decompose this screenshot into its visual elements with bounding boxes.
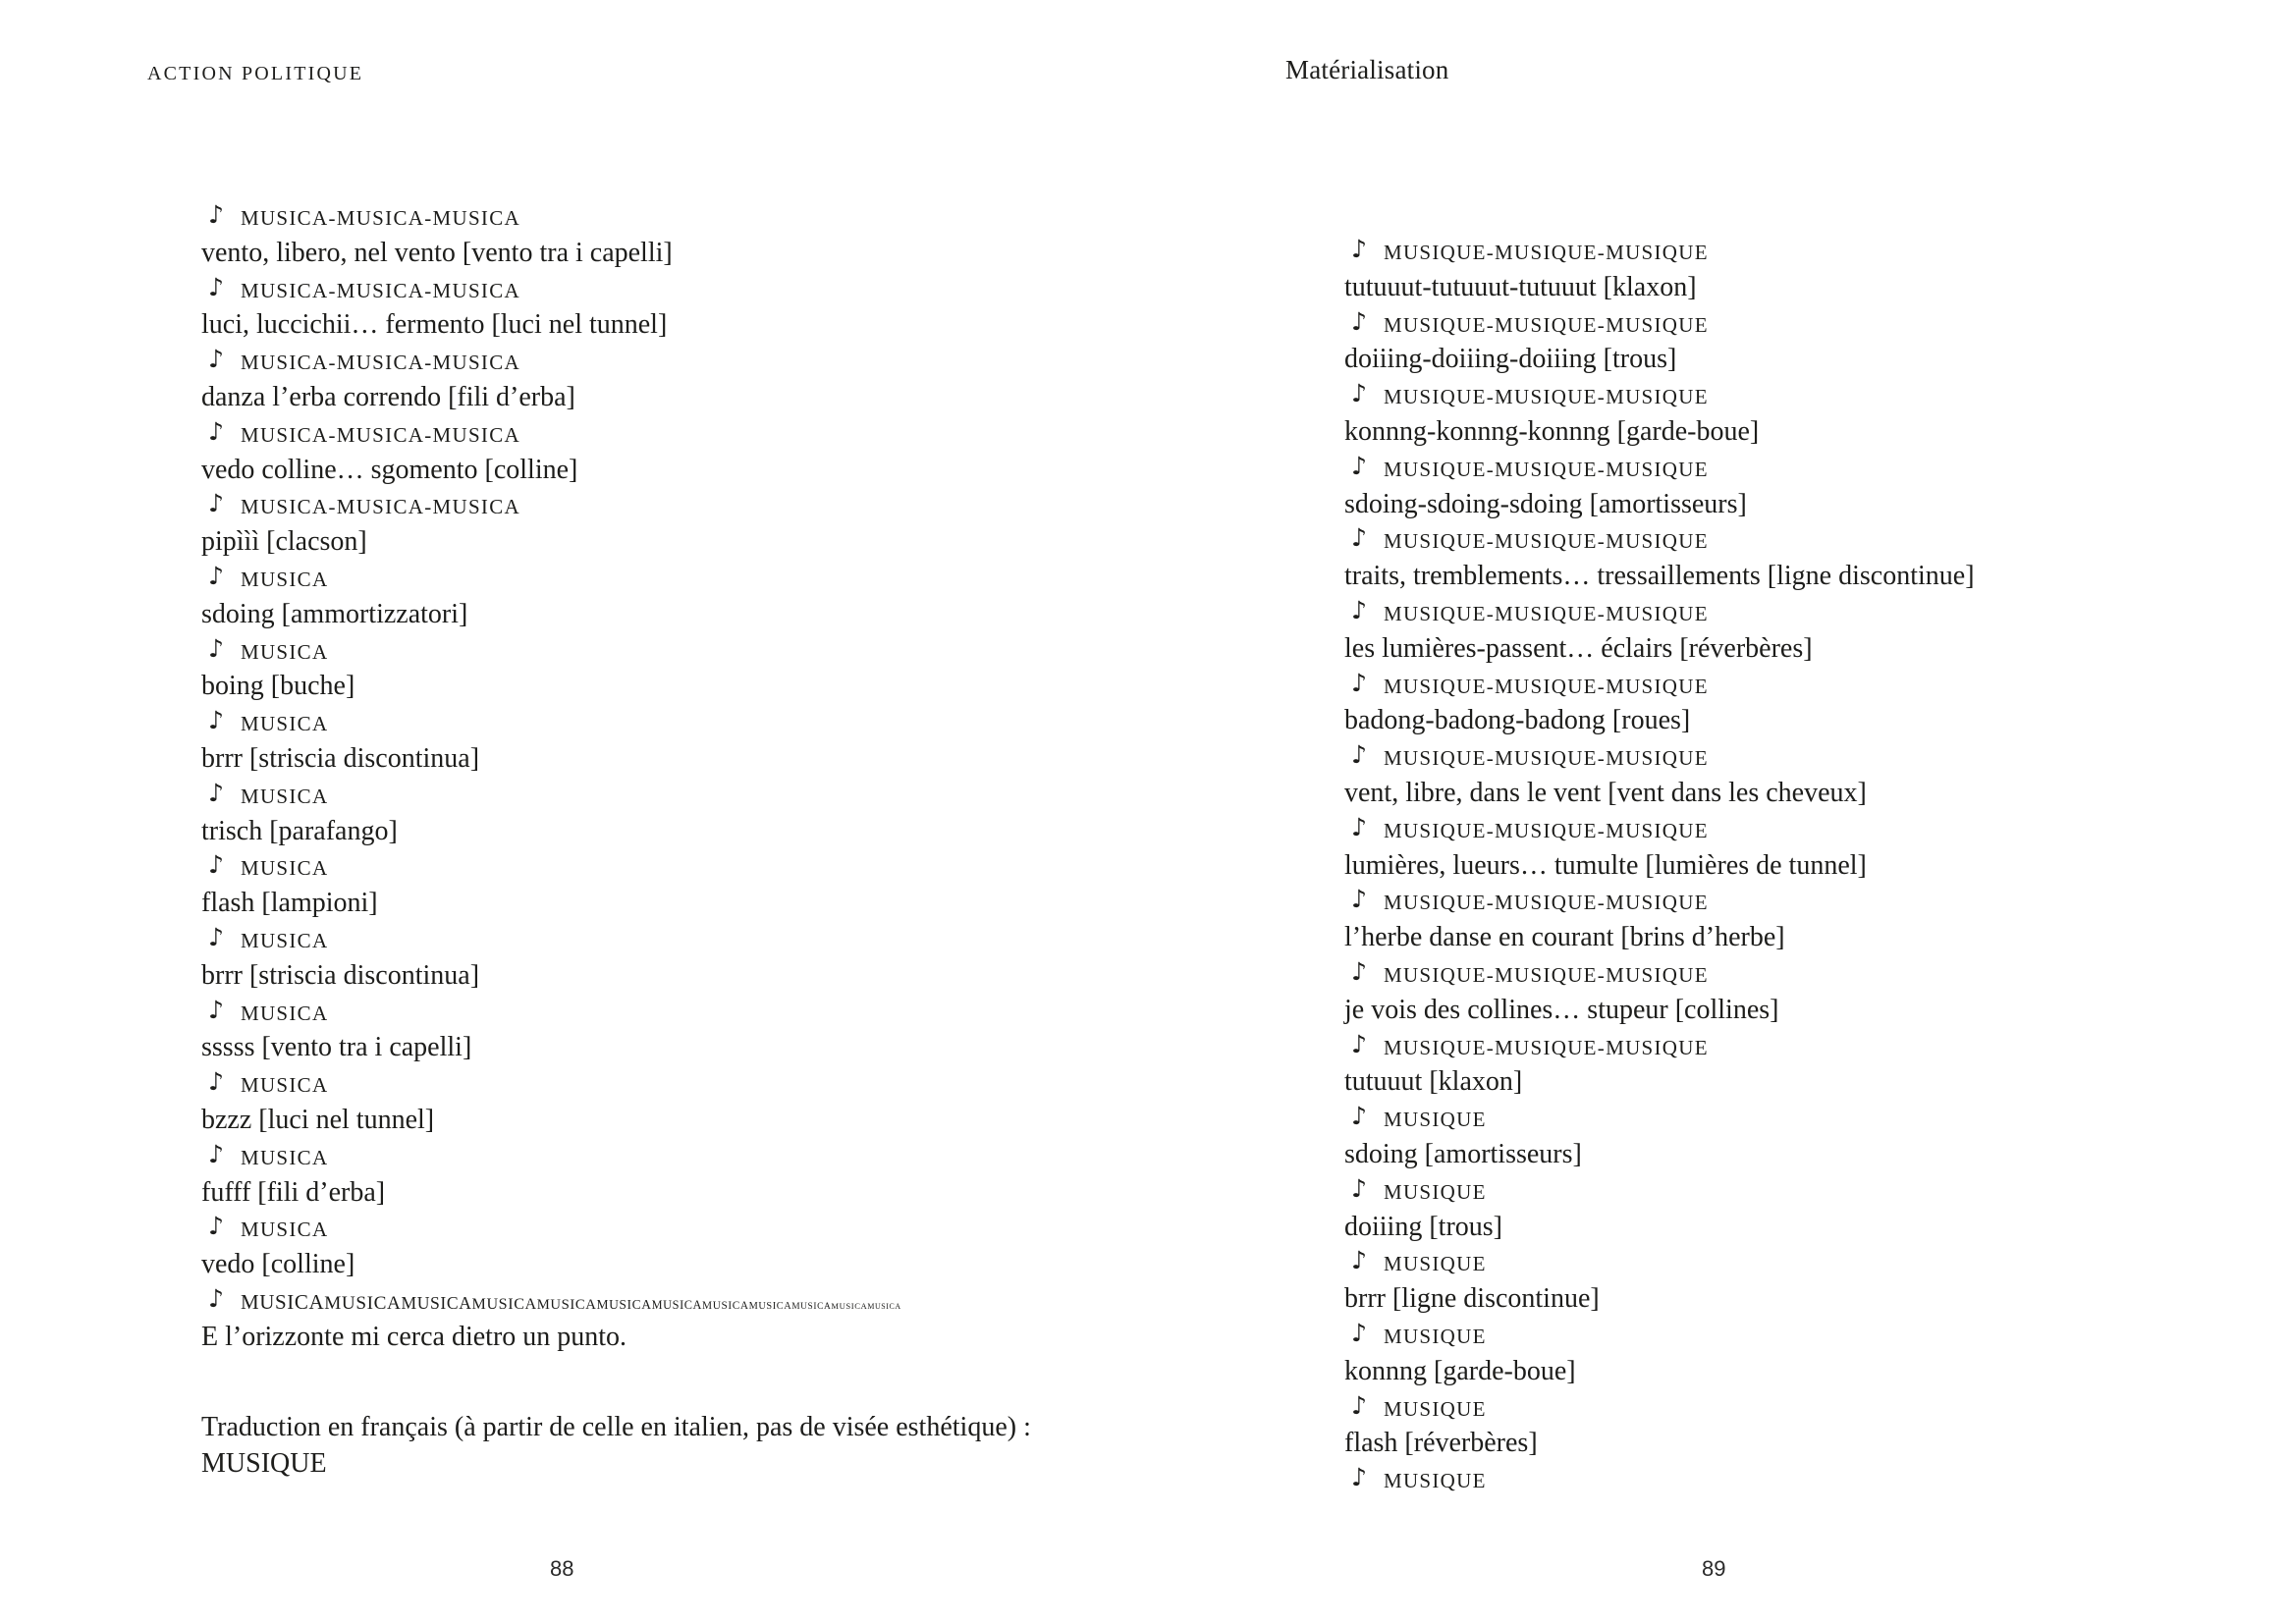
eighth-note-icon: ♪ <box>208 1212 224 1241</box>
lyric-line: fufff [fili d’erba] <box>201 1176 386 1208</box>
lyric-line: brrr [striscia discontinua] <box>201 959 480 991</box>
refrain-label: MUSICA <box>240 784 329 808</box>
decrescendo-word: MUSICA <box>791 1301 832 1312</box>
lyric-line: brrr [striscia discontinua] <box>201 742 480 774</box>
music-refrain-line <box>201 344 901 380</box>
eighth-note-icon: ♪ <box>208 345 224 374</box>
lyric-line: E l’orizzonte mi cerca dietro un punto. <box>201 1321 627 1352</box>
music-refrain-line <box>1344 1462 1975 1498</box>
page-number-left: 88 <box>550 1556 574 1581</box>
lyric-line: tutuuut [klaxon] <box>1344 1066 1523 1098</box>
right-page <box>1145 0 2289 1624</box>
music-refrain-line <box>1344 884 1975 920</box>
eighth-note-icon: ♪ <box>208 1283 224 1313</box>
lyric-line: sdoing [amortisseurs] <box>1344 1138 1582 1169</box>
refrain-label: MUSICA <box>240 1073 329 1098</box>
eighth-note-icon: ♪ <box>1351 885 1367 914</box>
lyric-line: konnng [garde-boue] <box>1344 1355 1576 1386</box>
translation-note-line: Traduction en français (à partir de celle en italien, pas de visée esthétique) : <box>201 1412 1031 1442</box>
music-refrain-line <box>1344 451 1975 487</box>
eighth-note-icon: ♪ <box>208 416 224 446</box>
music-refrain-line <box>1344 1390 1975 1427</box>
eighth-note-icon: ♪ <box>208 489 224 518</box>
refrain-label: MUSIQUE-MUSIQUE-MUSIQUE <box>1383 312 1709 337</box>
music-refrain-line <box>201 1211 901 1247</box>
refrain-label: MUSIQUE-MUSIQUE-MUSIQUE <box>1383 891 1709 915</box>
lyric-line: vedo colline… sgomento [colline] <box>201 454 578 485</box>
translation-note-block <box>201 1410 1031 1483</box>
eighth-note-icon: ♪ <box>208 706 224 735</box>
lyric-line: vedo [colline] <box>201 1249 355 1280</box>
lyric-line: tutuuut-tutuuut-tutuuut [klaxon] <box>1344 271 1697 302</box>
lyric-line: konnng-konnng-konnng [garde-boue] <box>1344 415 1760 447</box>
refrain-label: MUSICA <box>240 1001 329 1025</box>
refrain-label: MUSICA-MUSICA-MUSICA <box>240 351 521 375</box>
eighth-note-icon: ♪ <box>1351 1029 1367 1058</box>
lyric-line: vento, libero, nel vento [vento tra i capelli] <box>201 237 673 268</box>
music-refrain-line <box>201 778 901 814</box>
refrain-label: MUSIQUE <box>1383 1469 1487 1493</box>
music-refrain-line <box>1344 595 1975 631</box>
music-refrain-line <box>201 995 901 1031</box>
lyric-line: sdoing [ammortizzatori] <box>201 598 468 629</box>
eighth-note-icon: ♪ <box>208 995 224 1024</box>
lyric-line: les lumières-passent… éclairs [réverbères] <box>1344 632 1813 664</box>
eighth-note-icon: ♪ <box>1351 523 1367 553</box>
eighth-note-icon: ♪ <box>1351 1246 1367 1275</box>
music-refrain-line <box>1344 956 1975 993</box>
music-refrain-line <box>201 922 901 958</box>
refrain-label: MUSICA <box>240 928 329 952</box>
eighth-note-icon: ♪ <box>1351 1173 1367 1203</box>
decrescendo-word: MUSICA <box>831 1300 868 1311</box>
lyric-line: je vois des collines… stupeur [collines] <box>1344 994 1779 1025</box>
refrain-label: MUSIQUE-MUSIQUE-MUSIQUE <box>1383 601 1709 625</box>
eighth-note-icon: ♪ <box>208 633 224 663</box>
decrescendo-word: MUSICA <box>536 1296 597 1313</box>
left-text-block <box>201 199 901 1356</box>
eighth-note-icon: ♪ <box>1351 1463 1367 1492</box>
lyric-line: trisch [parafango] <box>201 815 398 846</box>
music-refrain-line <box>1344 1029 1975 1065</box>
lyric-line: danza l’erba correndo [fili d’erba] <box>201 381 575 412</box>
eighth-note-icon: ♪ <box>1351 306 1367 336</box>
refrain-label: MUSICA <box>240 712 329 736</box>
page-number-right: 89 <box>1702 1556 1726 1581</box>
eighth-note-icon: ♪ <box>1351 595 1367 624</box>
music-refrain-line <box>201 1139 901 1175</box>
refrain-label: MUSICA-MUSICA-MUSICA <box>240 278 521 302</box>
lyric-line: lumières, lueurs… tumulte [lumières de tunnel] <box>1344 849 1867 881</box>
eighth-note-icon: ♪ <box>1351 1102 1367 1131</box>
music-refrain-line <box>1344 522 1975 559</box>
refrain-label: MUSIQUE-MUSIQUE-MUSIQUE <box>1383 457 1709 481</box>
music-refrain-line <box>201 199 901 236</box>
refrain-label: MUSIQUE <box>1383 1252 1487 1276</box>
eighth-note-icon: ♪ <box>208 272 224 301</box>
music-refrain-line <box>201 488 901 524</box>
music-refrain-line <box>201 1066 901 1103</box>
refrain-label: MUSIQUE <box>1383 1324 1487 1348</box>
lyric-line: brrr [ligne discontinue] <box>1344 1283 1600 1315</box>
eighth-note-icon: ♪ <box>1351 740 1367 770</box>
left-page <box>0 0 1144 1624</box>
eighth-note-icon: ♪ <box>1351 956 1367 986</box>
music-refrain-line <box>1344 234 1975 270</box>
refrain-label: MUSICA-MUSICA-MUSICA <box>240 495 521 519</box>
lyric-line: doiiing [trous] <box>1344 1211 1502 1242</box>
refrain-label: MUSIQUE <box>1383 1396 1487 1421</box>
refrain-label: MUSIQUE <box>1383 1108 1487 1132</box>
music-refrain-line <box>1344 1101 1975 1137</box>
lyric-line: vent, libre, dans le vent [vent dans les cheveux] <box>1344 777 1867 808</box>
decrescendo-word: MUSICA <box>867 1301 901 1311</box>
eighth-note-icon: ♪ <box>208 200 224 229</box>
lyric-line: luci, luccichii… fermento [luci nel tunnel] <box>201 309 668 341</box>
music-refrain-line <box>201 272 901 308</box>
refrain-label: MUSIQUE-MUSIQUE-MUSIQUE <box>1383 385 1709 409</box>
refrain-label: MUSICA <box>240 567 329 591</box>
decrescendo-word: MUSICA <box>651 1297 703 1312</box>
refrain-label: MUSIQUE <box>1383 1179 1487 1204</box>
music-refrain-line <box>1344 812 1975 848</box>
eighth-note-icon: ♪ <box>208 561 224 590</box>
decrescendo-word: MUSICA <box>401 1292 472 1313</box>
refrain-label: MUSIQUE-MUSIQUE-MUSIQUE <box>1383 818 1709 842</box>
music-refrain-line <box>1344 668 1975 704</box>
refrain-label: MUSICA-MUSICA-MUSICA <box>240 206 521 230</box>
lyric-line: bzzz [luci nel tunnel] <box>201 1104 435 1135</box>
music-refrain-line <box>201 561 901 597</box>
eighth-note-icon: ♪ <box>1351 451 1367 480</box>
refrain-label: MUSIQUE-MUSIQUE-MUSIQUE <box>1383 674 1709 698</box>
refrain-label: MUSICA <box>240 639 329 664</box>
lyric-line: sssss [vento tra i capelli] <box>201 1032 472 1063</box>
eighth-note-icon: ♪ <box>1351 1318 1367 1347</box>
music-refrain-line <box>201 416 901 453</box>
lyric-line: flash [réverbères] <box>1344 1428 1538 1459</box>
decrescendo-word: MUSICA <box>240 1289 325 1314</box>
decrescendo-word: MUSICA <box>596 1296 652 1312</box>
refrain-label: MUSIQUE-MUSIQUE-MUSIQUE <box>1383 529 1709 554</box>
decrescendo-word: MUSICA <box>748 1300 792 1312</box>
refrain-label: MUSICA <box>240 1145 329 1169</box>
lyric-line: sdoing-sdoing-sdoing [amortisseurs] <box>1344 488 1747 519</box>
music-refrain-line <box>1344 306 1975 343</box>
refrain-label: MUSIQUE-MUSIQUE-MUSIQUE <box>1383 962 1709 987</box>
eighth-note-icon: ♪ <box>208 1067 224 1097</box>
refrain-label: MUSICA-MUSICA-MUSICA <box>240 422 521 447</box>
running-head-left: ACTION POLITIQUE <box>147 63 364 84</box>
lyric-line: boing [buche] <box>201 671 355 702</box>
eighth-note-icon: ♪ <box>1351 812 1367 841</box>
lyric-line: doiiing-doiiing-doiiing [trous] <box>1344 344 1677 375</box>
lyric-line: l’herbe danse en courant [brins d’herbe] <box>1344 922 1785 953</box>
translation-title-line: MUSIQUE <box>201 1447 327 1479</box>
decrescendo-word: MUSICA <box>702 1299 749 1312</box>
music-refrain-line <box>1344 378 1975 414</box>
eighth-note-icon: ♪ <box>1351 379 1367 408</box>
refrain-label: MUSICA <box>240 1218 329 1242</box>
refrain-label: MUSICA <box>240 856 329 881</box>
music-refrain-line <box>1344 1173 1975 1210</box>
music-refrain-line <box>1344 1245 1975 1281</box>
refrain-label: MUSIQUE-MUSIQUE-MUSIQUE <box>1383 746 1709 771</box>
right-text-block <box>1344 234 1975 1498</box>
music-refrain-line <box>1344 1318 1975 1354</box>
eighth-note-icon: ♪ <box>1351 1390 1367 1420</box>
decrescendo-word: MUSICA <box>471 1295 537 1313</box>
refrain-label: MUSIQUE-MUSIQUE-MUSIQUE <box>1383 241 1709 264</box>
eighth-note-icon: ♪ <box>1351 668 1367 697</box>
decrescendo-word: MUSICA <box>324 1292 402 1314</box>
running-head-right: Matérialisation <box>1285 55 1449 84</box>
refrain-label: MUSIQUE-MUSIQUE-MUSIQUE <box>1383 1035 1709 1059</box>
eighth-note-icon: ♪ <box>208 922 224 951</box>
eighth-note-icon: ♪ <box>1351 235 1367 263</box>
music-decrescendo-line <box>201 1283 901 1320</box>
music-refrain-line <box>201 849 901 886</box>
music-refrain-line <box>201 705 901 741</box>
eighth-note-icon: ♪ <box>208 850 224 880</box>
lyric-line: badong-badong-badong [roues] <box>1344 705 1691 736</box>
music-refrain-line <box>1344 739 1975 776</box>
eighth-note-icon: ♪ <box>208 1139 224 1168</box>
music-refrain-line <box>201 633 901 670</box>
eighth-note-icon: ♪ <box>208 778 224 807</box>
lyric-line: pipììì [clacson] <box>201 526 367 558</box>
lyric-line: flash [lampioni] <box>201 888 378 919</box>
lyric-line: traits, tremblements… tressaillements [ligne discontinue] <box>1344 561 1975 592</box>
